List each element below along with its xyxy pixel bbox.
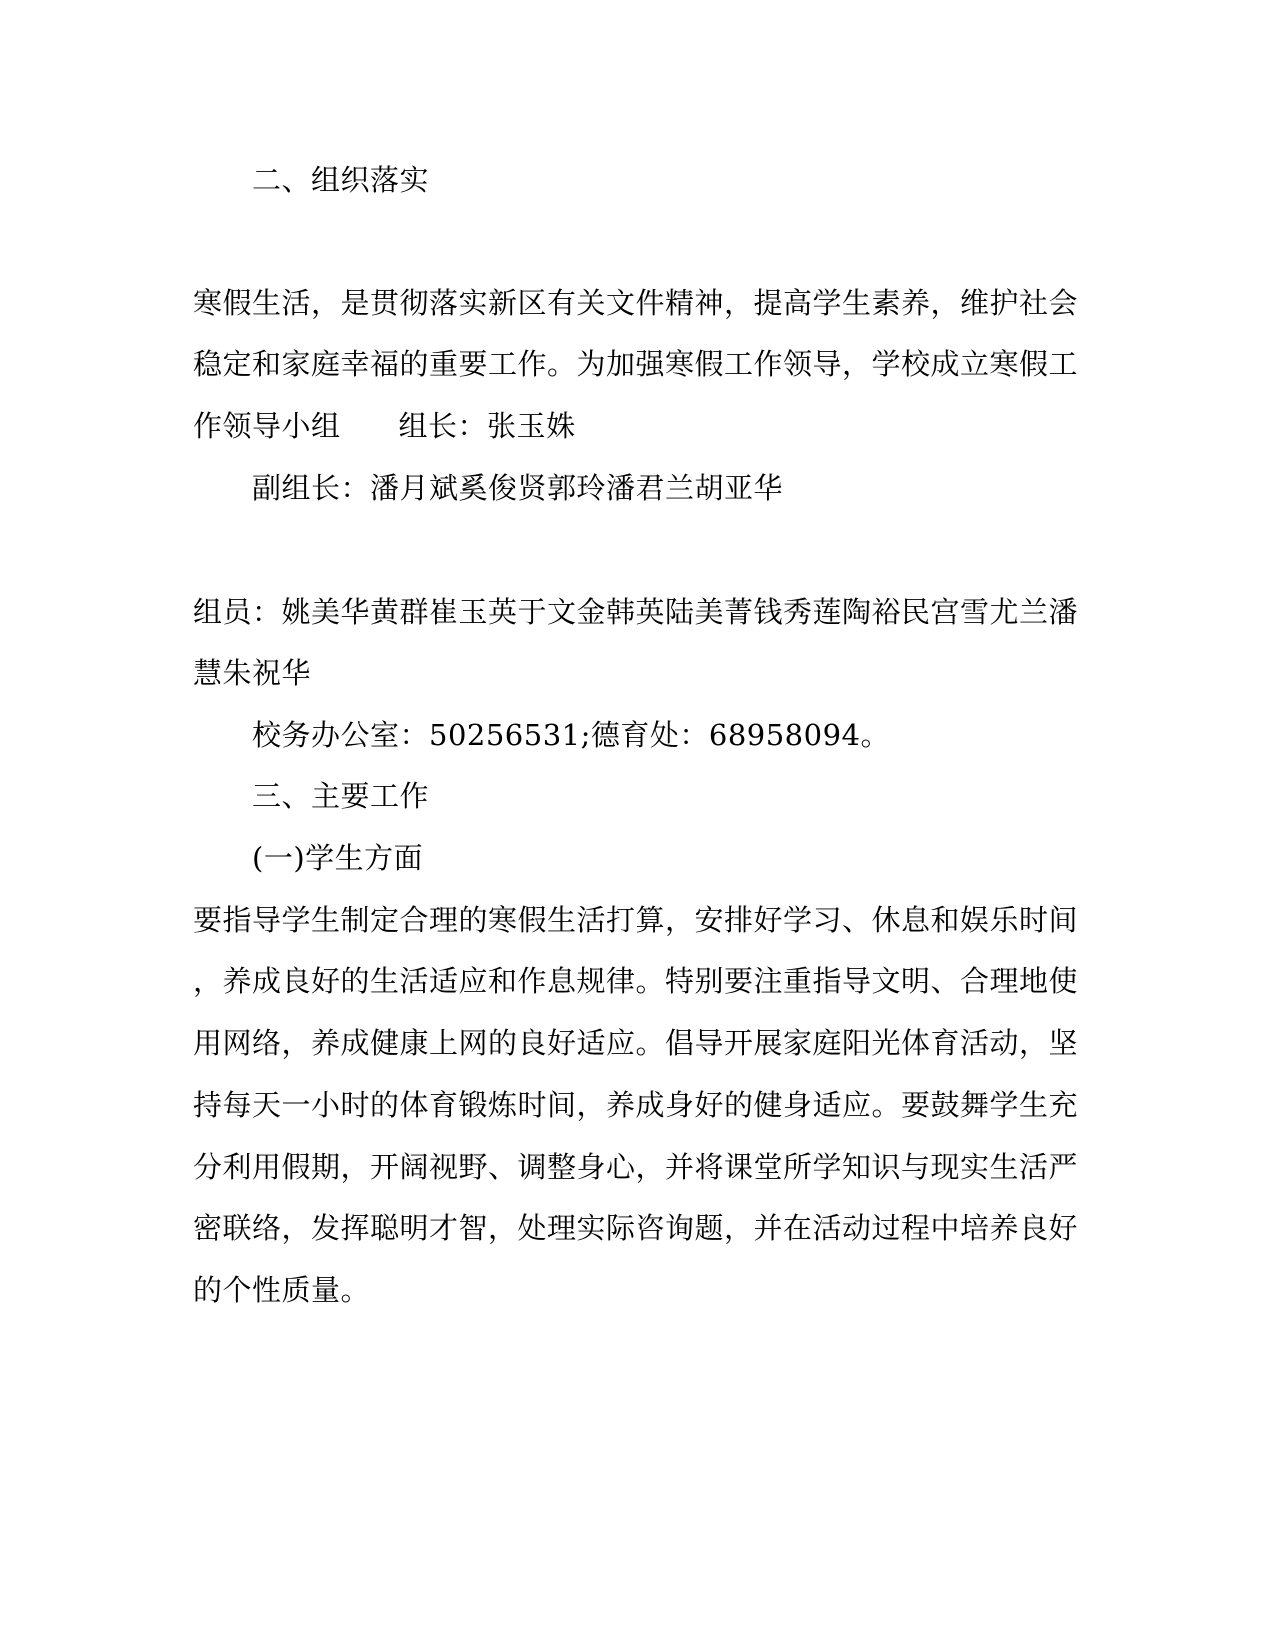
paragraph-line: 寒假生活，是贯彻落实新区有关文件精神，提高学生素养，维护社会 (193, 286, 1079, 320)
subheading-students: (一)学生方面 (252, 841, 424, 875)
paragraph-line: 要指导学生制定合理的寒假生活打算，安排好学习、休息和娱乐时间 (193, 903, 1079, 937)
section-heading-main-work: 三、主要工作 (252, 779, 430, 813)
paragraph-line: 的个性质量。 (193, 1273, 371, 1307)
section-heading-organization: 二、组织落实 (252, 163, 430, 197)
paragraph-line: 用网络，养成健康上网的良好适应。倡导开展家庭阳光体育活动，坚 (193, 1026, 1079, 1060)
members-line: 组员：姚美华黄群崔玉英于文金韩英陆美菁钱秀莲陶裕民宫雪尤兰潘 (193, 595, 1079, 629)
vice-leaders-line: 副组长：潘月斌奚俊贤郭玲潘君兰胡亚华 (252, 471, 784, 505)
paragraph-line: 密联络，发挥聪明才智，处理实际咨询题，并在活动过程中培养良好 (193, 1211, 1079, 1245)
leadership-group-label: 作领导小组 (193, 409, 341, 443)
members-line: 慧朱祝华 (193, 656, 312, 690)
paragraph-line: ，养成良好的生活适应和作息规律。特别要注重指导文明、合理地使 (193, 964, 1079, 998)
paragraph-line: 持每天一小时的体育锻炼时间，养成身好的健身适应。要鼓舞学生充 (193, 1088, 1079, 1122)
paragraph-line: 分利用假期，开阔视野、调整身心，并将课堂所学知识与现实生活严 (193, 1150, 1079, 1184)
group-leader: 组长：张玉姝 (398, 409, 576, 443)
paragraph-line: 稳定和家庭幸福的重要工作。为加强寒假工作领导，学校成立寒假工 (193, 347, 1079, 381)
phone-numbers-line: 校务办公室：50256531;德育处：68958094。 (252, 718, 890, 752)
paragraph-line (193, 408, 576, 444)
